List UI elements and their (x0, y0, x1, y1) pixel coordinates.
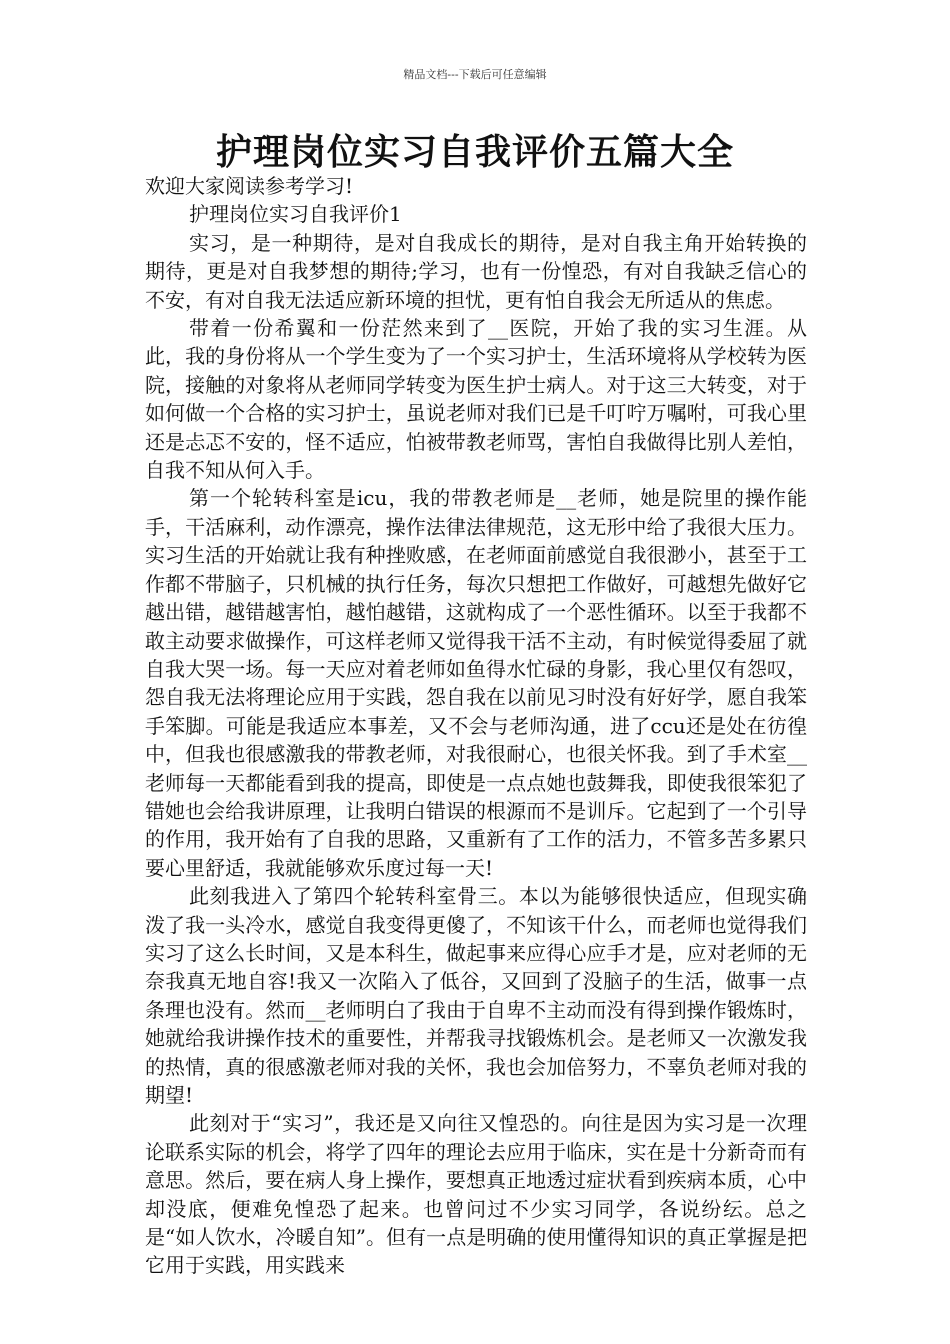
paragraph-2: 带着一份希翼和一份茫然来到了__医院，开始了我的实习生涯。从此，我的身份将从一个学生变为了一个实习护士，生活环境将从学校转为医院，接触的对象将从老师同学转变为医生护士病人。对于这三大转变，对于如何做一个合格的实习护士，虽说老师对我们已是千叮咛万嘱咐，可我心里还是忐忑不安的，怪不适应，怕被带教老师骂，害怕自我做得比别人差怕，自我不知从何入手。 (145, 316, 807, 483)
document-body (145, 172, 807, 1280)
paragraph-4: 此刻我进入了第四个轮转科室骨三。本以为能够很快适应，但现实确泼了我一头冷水，感觉自我变得更傻了，不知该干什么，而老师也觉得我们实习了这么长时间，又是本科生，做起事来应得心应手才是，应对老师的无奈我真无地自容!我又一次陷入了低谷，又回到了没脑子的生活，做事一点条理也没有。然而__老师明白了我由于自卑不主动而没有得到操作锻炼时，她就给我讲操作技术的重要性，并帮我寻找锻炼机会。是老师又一次激发我的热情，真的很感激老师对我的关怀，我也会加倍努力，不辜负老师对我的期望! (145, 884, 807, 1107)
header-note: 精品文档---下载后可任意编辑 (403, 68, 547, 81)
document-title: 护理岗位实习自我评价五篇大全 (215, 132, 734, 173)
paragraph-1: 实习，是一种期待，是对自我成长的期待，是对自我主角开始转换的期待，更是对自我梦想的期待;学习，也有一份惶恐，有对自我缺乏信心的不安，有对自我无法适应新环境的担忧，更有怕自我会无所适从的焦虑。 (145, 230, 807, 312)
paragraph-5: 此刻对于“实习”，我还是又向往又惶恐的。向往是因为实习是一次理论联系实际的机会，将学了四年的理论去应用于临床，实在是十分新奇而有意思。然后，要在病人身上操作，要想真正地透过症状看到疾病本质，心中却没底，便难免惶恐了起来。也曾问过不少实习同学，各说纷纭。总之是“如人饮水，冷暖自知”。但有一点是明确的使用懂得知识的真正掌握是把它用于实践，用实践来 (145, 1111, 807, 1278)
paragraph-3: 第一个轮转科室是icu，我的带教老师是__老师，她是院里的操作能手，干活麻利，动作漂亮，操作法律法律规范，这无形中给了我很大压力。实习生活的开始就让我有种挫败感，在老师面前感觉自我很渺小，甚至于工作都不带脑子，只机械的执行任务，每次只想把工作做好，可越想先做好它越出错，越错越害怕，越怕越错，这就构成了一个恶性循环。以至于我都不敢主动要求做操作，可这样老师又觉得我干活不主动，有时候觉得委屈了就自我大哭一场。每一天应对着老师如鱼得水忙碌的身影，我心里仅有怨叹，怨自我无法将理论应用于实践，怨自我在以前见习时没有好好学，愿自我笨手笨脚。可能是我适应本事差，又不会与老师沟通，进了ccu还是处在彷徨中，但我也很感激我的带教老师，对我很耐心，也很关怀我。到了手术室__老师每一天都能看到我的提高，即使是一点点她也鼓舞我，即使我很笨犯了错她也会给我讲原理，让我明白错误的根源而不是训斥。它起到了一个引导的作用，我开始有了自我的思路，又重新有了工作的活力，不管多苦多累只要心里舒适，我就能够欢乐度过每一天! (145, 486, 807, 880)
intro-line: 欢迎大家阅读参考学习! (145, 174, 354, 198)
section-heading: 护理岗位实习自我评价1 (189, 202, 402, 227)
